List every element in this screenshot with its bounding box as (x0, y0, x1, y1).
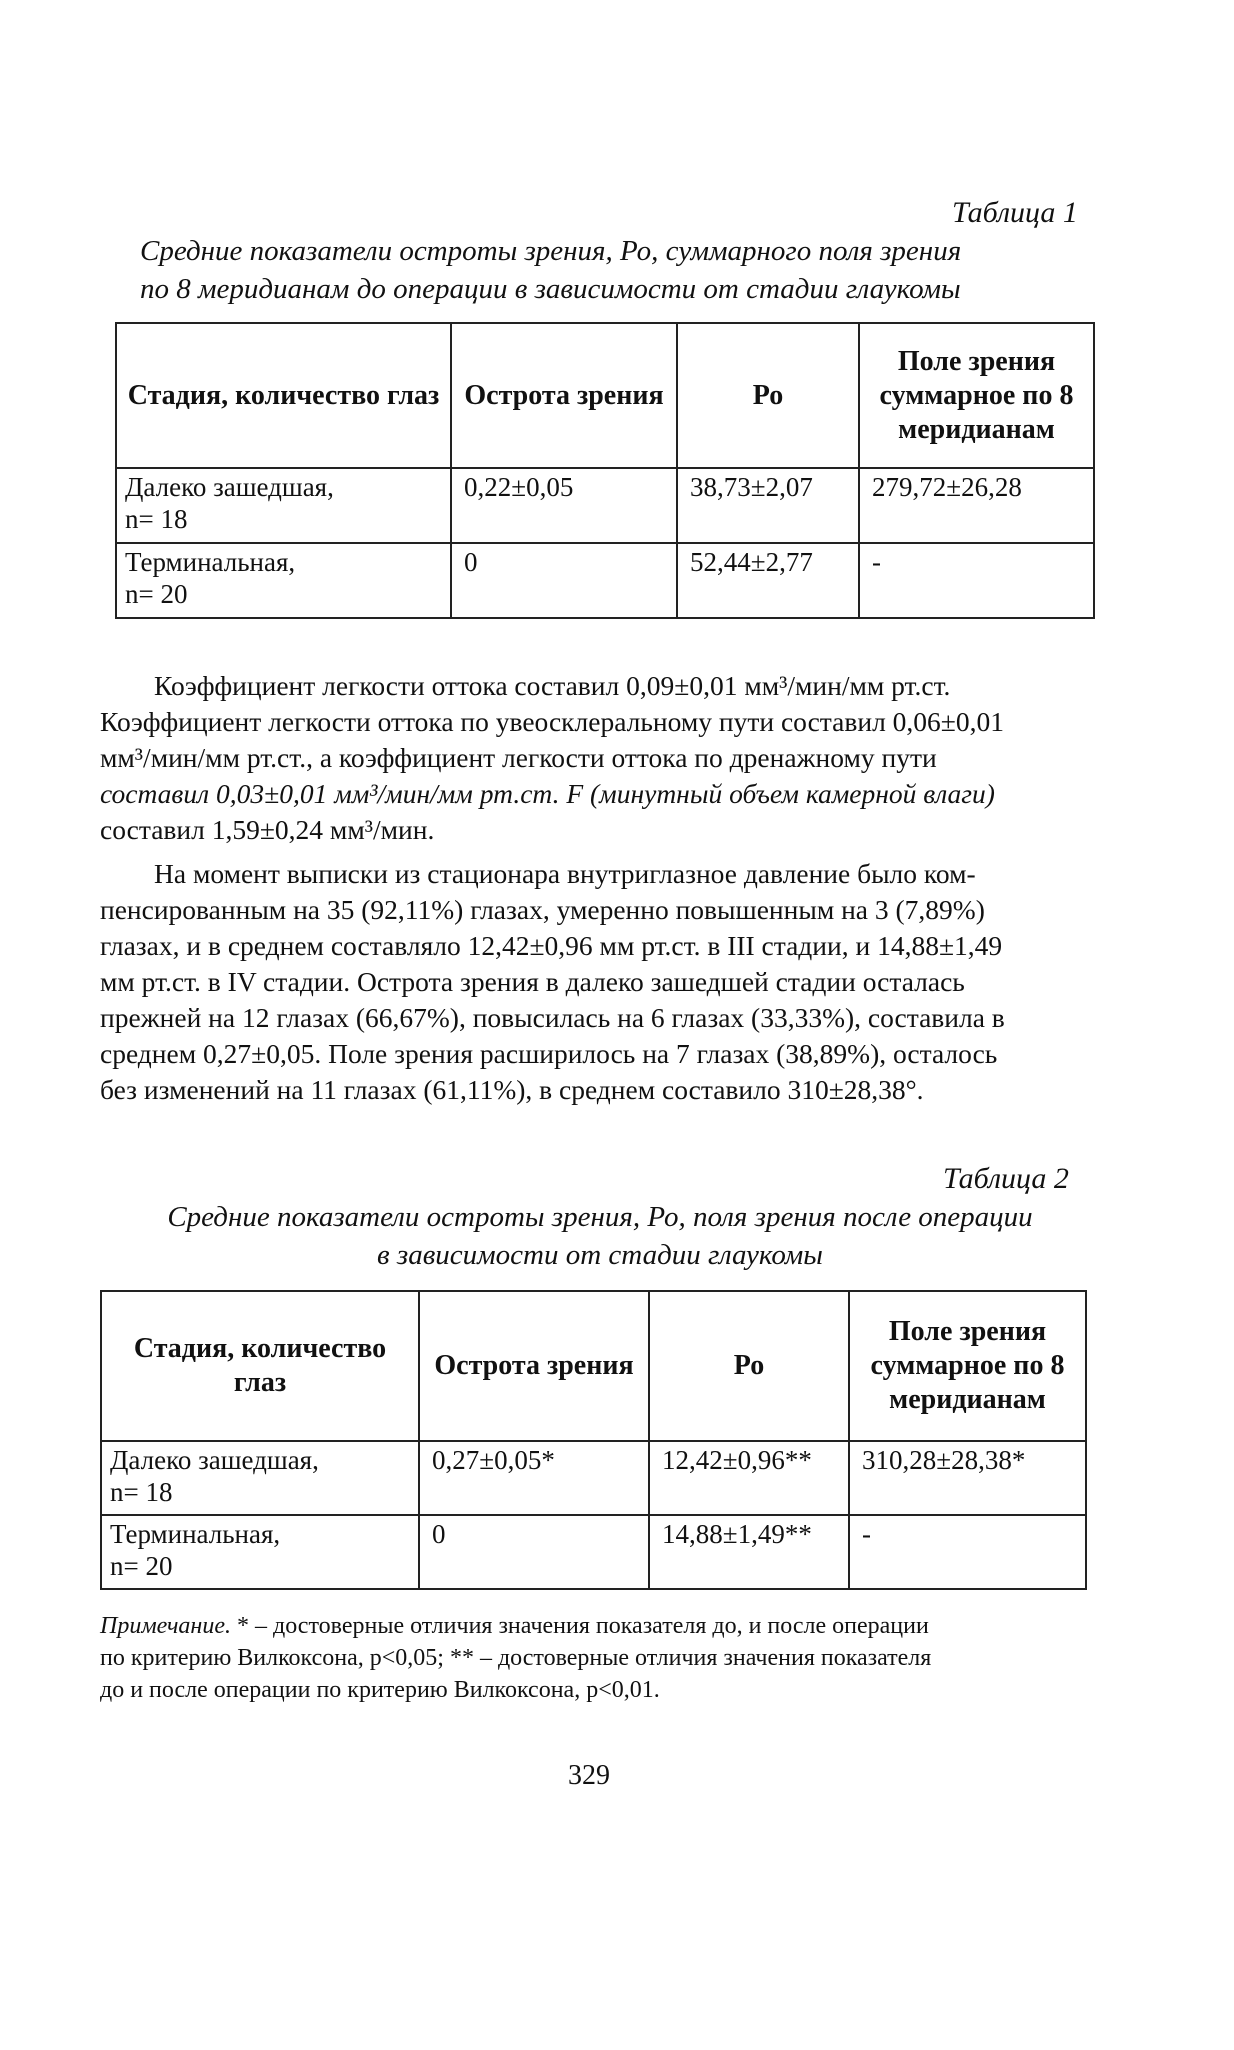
table2-caption-line: в зависимости от стадии глаукомы (377, 1239, 823, 1271)
note-line (100, 1610, 1095, 1642)
column-header-stage: Стадия, количество глаз (116, 323, 451, 468)
text-line: составил 1,59±0,24 мм³/мин. (100, 814, 435, 845)
stage-cell (116, 468, 451, 543)
stage-name: Далеко зашедшая, (125, 472, 334, 502)
po-cell: 38,73±2,07 (677, 468, 859, 543)
table2-note (100, 1610, 1095, 1706)
field-cell: - (849, 1515, 1086, 1589)
note-line: до и после операции по критерию Вилкоксона, p<0,01. (100, 1677, 660, 1703)
stage-count: n= 18 (125, 504, 188, 534)
text-line: Коэффициент легкости оттока по увеосклеральному пути составил 0,06±0,01 (100, 706, 1005, 737)
stage-count: n= 20 (110, 1551, 173, 1581)
text-line: без изменений на 11 глазах (61,11%), в среднем составило 310±28,38°. (100, 1074, 924, 1105)
note-line: по критерию Вилкоксона, p<0,05; ** – достоверные отличия значения показателя (100, 1645, 932, 1671)
field-cell: - (859, 543, 1094, 618)
stage-cell (116, 543, 451, 618)
table2-caption (100, 1198, 1100, 1274)
acuity-cell: 0 (419, 1515, 649, 1589)
stage-cell (101, 1515, 419, 1589)
column-header-acuity: Острота зрения (451, 323, 677, 468)
table1-caption (140, 232, 961, 308)
column-header-stage: Стадия, количество глаз (101, 1291, 419, 1441)
table2 (100, 1290, 1087, 1590)
column-header-acuity: Острота зрения (419, 1291, 649, 1441)
note-text: * – достоверные отличия значения показателя до, и после операции (231, 1613, 929, 1639)
acuity-cell: 0,22±0,05 (451, 468, 677, 543)
table-row (116, 468, 1094, 543)
stage-count: n= 20 (125, 579, 188, 609)
paragraph-discharge (100, 856, 1095, 1108)
field-cell: 279,72±26,28 (859, 468, 1094, 543)
table1-header-row (116, 323, 1094, 468)
table-row (116, 543, 1094, 618)
table2-header-row (101, 1291, 1086, 1441)
table1-caption-line: Средние показатели остроты зрения, Ро, суммарного поля зрения (140, 235, 962, 267)
stage-count: n= 18 (110, 1477, 173, 1507)
text-line: среднем 0,27±0,05. Поле зрения расширилось на 7 глазах (38,89%), осталось (100, 1038, 998, 1069)
acuity-cell: 0,27±0,05* (419, 1441, 649, 1515)
text-line: мм рт.ст. в IV стадии. Острота зрения в далеко зашедшей стадии осталась (100, 966, 965, 997)
page-number: 329 (568, 1760, 610, 1791)
text-line: Коэффициент легкости оттока составил 0,09±0,01 мм³/мин/мм рт.ст. (154, 670, 951, 701)
table-row (101, 1515, 1086, 1589)
stage-name: Далеко зашедшая, (110, 1445, 319, 1475)
table1-caption-line: по 8 меридианам до операции в зависимости от стадии глаукомы (140, 273, 961, 305)
column-header-po: Ро (677, 323, 859, 468)
paragraph-outflow (100, 668, 1095, 848)
text-line: составил 0,03±0,01 мм³/мин/мм рт.ст. F (минутный объем камерной влаги) (100, 778, 995, 809)
table2-label: Таблица 2 (943, 1162, 1069, 1195)
text-line: мм³/мин/мм рт.ст., а коэффициент легкости оттока по дренажному пути (100, 742, 937, 773)
column-header-po: Ро (649, 1291, 849, 1441)
text-line: На момент выписки из стационара внутриглазное давление было ком- (154, 858, 976, 889)
field-cell: 310,28±28,38* (849, 1441, 1086, 1515)
acuity-cell: 0 (451, 543, 677, 618)
stage-cell (101, 1441, 419, 1515)
table2-caption-line: Средние показатели остроты зрения, Ро, поля зрения после операции (167, 1201, 1033, 1233)
text-line: глазах, и в среднем составляло 12,42±0,96 мм рт.ст. в III стадии, и 14,88±1,49 (100, 930, 1003, 961)
column-header-field: Поле зрения суммарное по 8 меридианам (859, 323, 1094, 468)
table1 (115, 322, 1095, 619)
stage-name: Терминальная, (125, 547, 296, 577)
text-line: пенсированным на 35 (92,11%) глазах, умеренно повышенным на 3 (7,89%) (100, 894, 985, 925)
note-label: Примечание. (100, 1613, 231, 1639)
table-row (101, 1441, 1086, 1515)
po-cell: 12,42±0,96** (649, 1441, 849, 1515)
stage-name: Терминальная, (110, 1519, 281, 1549)
column-header-field: Поле зрения суммарное по 8 меридианам (849, 1291, 1086, 1441)
text-line: прежней на 12 глазах (66,67%), повысилась на 6 глазах (33,33%), составила в (100, 1002, 1005, 1033)
po-cell: 52,44±2,77 (677, 543, 859, 618)
table1-label: Таблица 1 (952, 196, 1078, 229)
po-cell: 14,88±1,49** (649, 1515, 849, 1589)
